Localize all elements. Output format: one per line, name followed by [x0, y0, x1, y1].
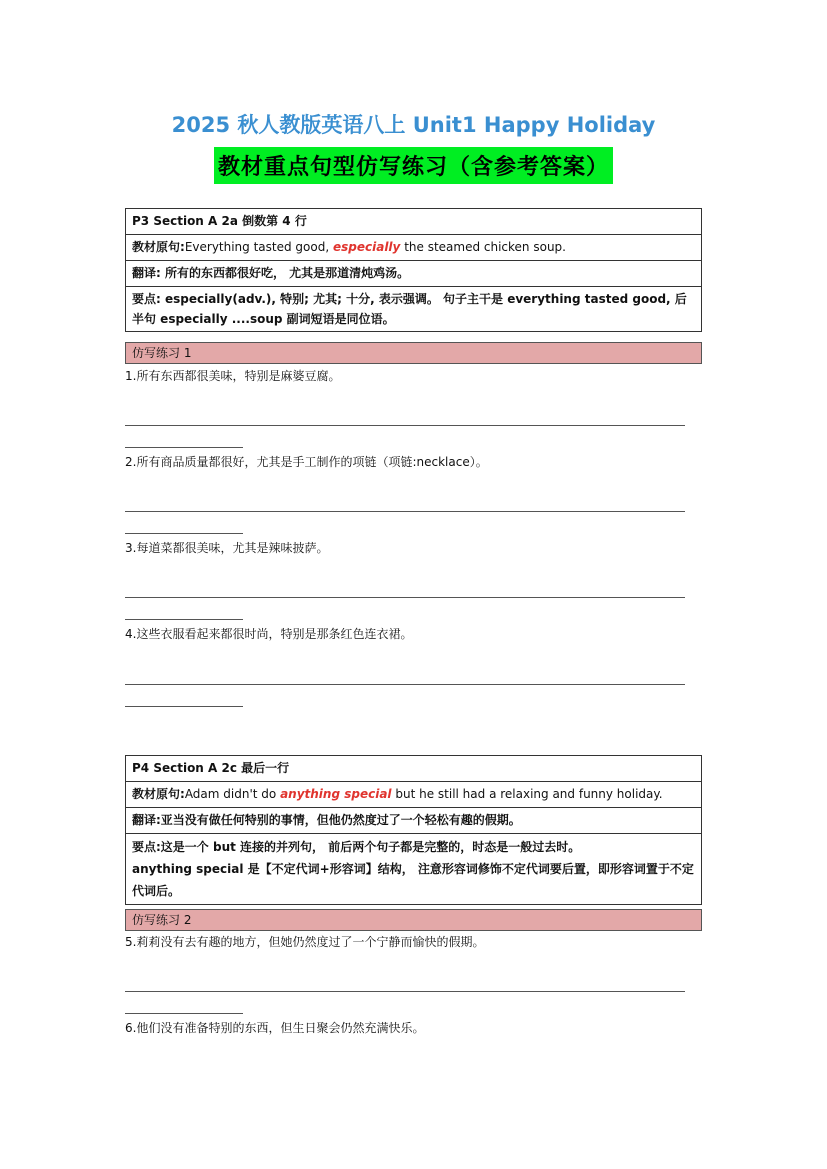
- key-points-line-1: 要点:这是一个 but 连接的并列句， 前后两个句子都是完整的，时态是一般过去时。: [132, 840, 581, 854]
- original-label: 教材原句:: [132, 787, 185, 801]
- highlight-word: especially: [332, 240, 401, 254]
- original-pre: Everything tasted good,: [184, 240, 333, 254]
- question-1: 1.所有东西都很美味，特别是麻婆豆腐。: [125, 369, 341, 383]
- original-sentence: [126, 782, 701, 808]
- sentence-box-2: [125, 755, 702, 905]
- practice-bar-2: 仿写练习 2: [125, 909, 702, 931]
- sentence-box-1: [125, 208, 702, 332]
- question-3: 3.每道菜都很美味，尤其是辣味披萨。: [125, 541, 329, 555]
- original-post: the steamed chicken soup.: [400, 240, 566, 254]
- answer-line[interactable]: [125, 597, 685, 598]
- key-points-line-2: anything special 是【不定代词+形容词】结构， 注意形容词修饰不定代词要后置，即形容词置于不定代词后。: [132, 862, 694, 898]
- answer-line[interactable]: [125, 991, 685, 992]
- document-subtitle: 教材重点句型仿写练习（含参考答案）: [214, 147, 613, 184]
- answer-line[interactable]: [125, 447, 243, 448]
- answer-line[interactable]: [125, 425, 685, 426]
- original-pre: Adam didn't do: [184, 787, 281, 801]
- question-5: 5.莉莉没有去有趣的地方，但她仍然度过了一个宁静而愉快的假期。: [125, 935, 485, 949]
- key-points: [126, 834, 701, 904]
- answer-line[interactable]: [125, 1013, 243, 1014]
- original-label: 教材原句:: [132, 240, 185, 254]
- answer-line[interactable]: [125, 684, 685, 685]
- original-post: but he still had a relaxing and funny holiday.: [391, 787, 663, 801]
- question-2: 2.所有商品质量都很好，尤其是手工制作的项链（项链:necklace）。: [125, 455, 488, 469]
- question-4: 4.这些衣服看起来都很时尚，特别是那条红色连衣裙。: [125, 627, 413, 641]
- answer-line[interactable]: [125, 533, 243, 534]
- highlight-phrase: anything special: [280, 787, 392, 801]
- question-6: 6.他们没有准备特别的东西，但生日聚会仍然充满快乐。: [125, 1021, 425, 1035]
- document-title: 2025 秋人教版英语八上 Unit1 Happy Holiday: [171, 113, 656, 137]
- original-sentence: [126, 235, 701, 261]
- key-points: 要点: especially(adv.), 特别; 尤其; 十分, 表示强调。 句子主干是 everything tasted good, 后半句 especially ....soup 副词短语是同位语。: [132, 292, 687, 326]
- translation: 翻译: 所有的东西都很好吃， 尤其是那道清炖鸡汤。: [126, 261, 701, 287]
- answer-line[interactable]: [125, 511, 685, 512]
- box-heading: P4 Section A 2c 最后一行: [126, 756, 701, 782]
- answer-line[interactable]: [125, 619, 243, 620]
- answer-line[interactable]: [125, 706, 243, 707]
- translation: 翻译:亚当没有做任何特别的事情，但他仍然度过了一个轻松有趣的假期。: [126, 808, 701, 834]
- box-heading: P3 Section A 2a 倒数第 4 行: [126, 209, 701, 235]
- practice-bar-1: 仿写练习 1: [125, 342, 702, 364]
